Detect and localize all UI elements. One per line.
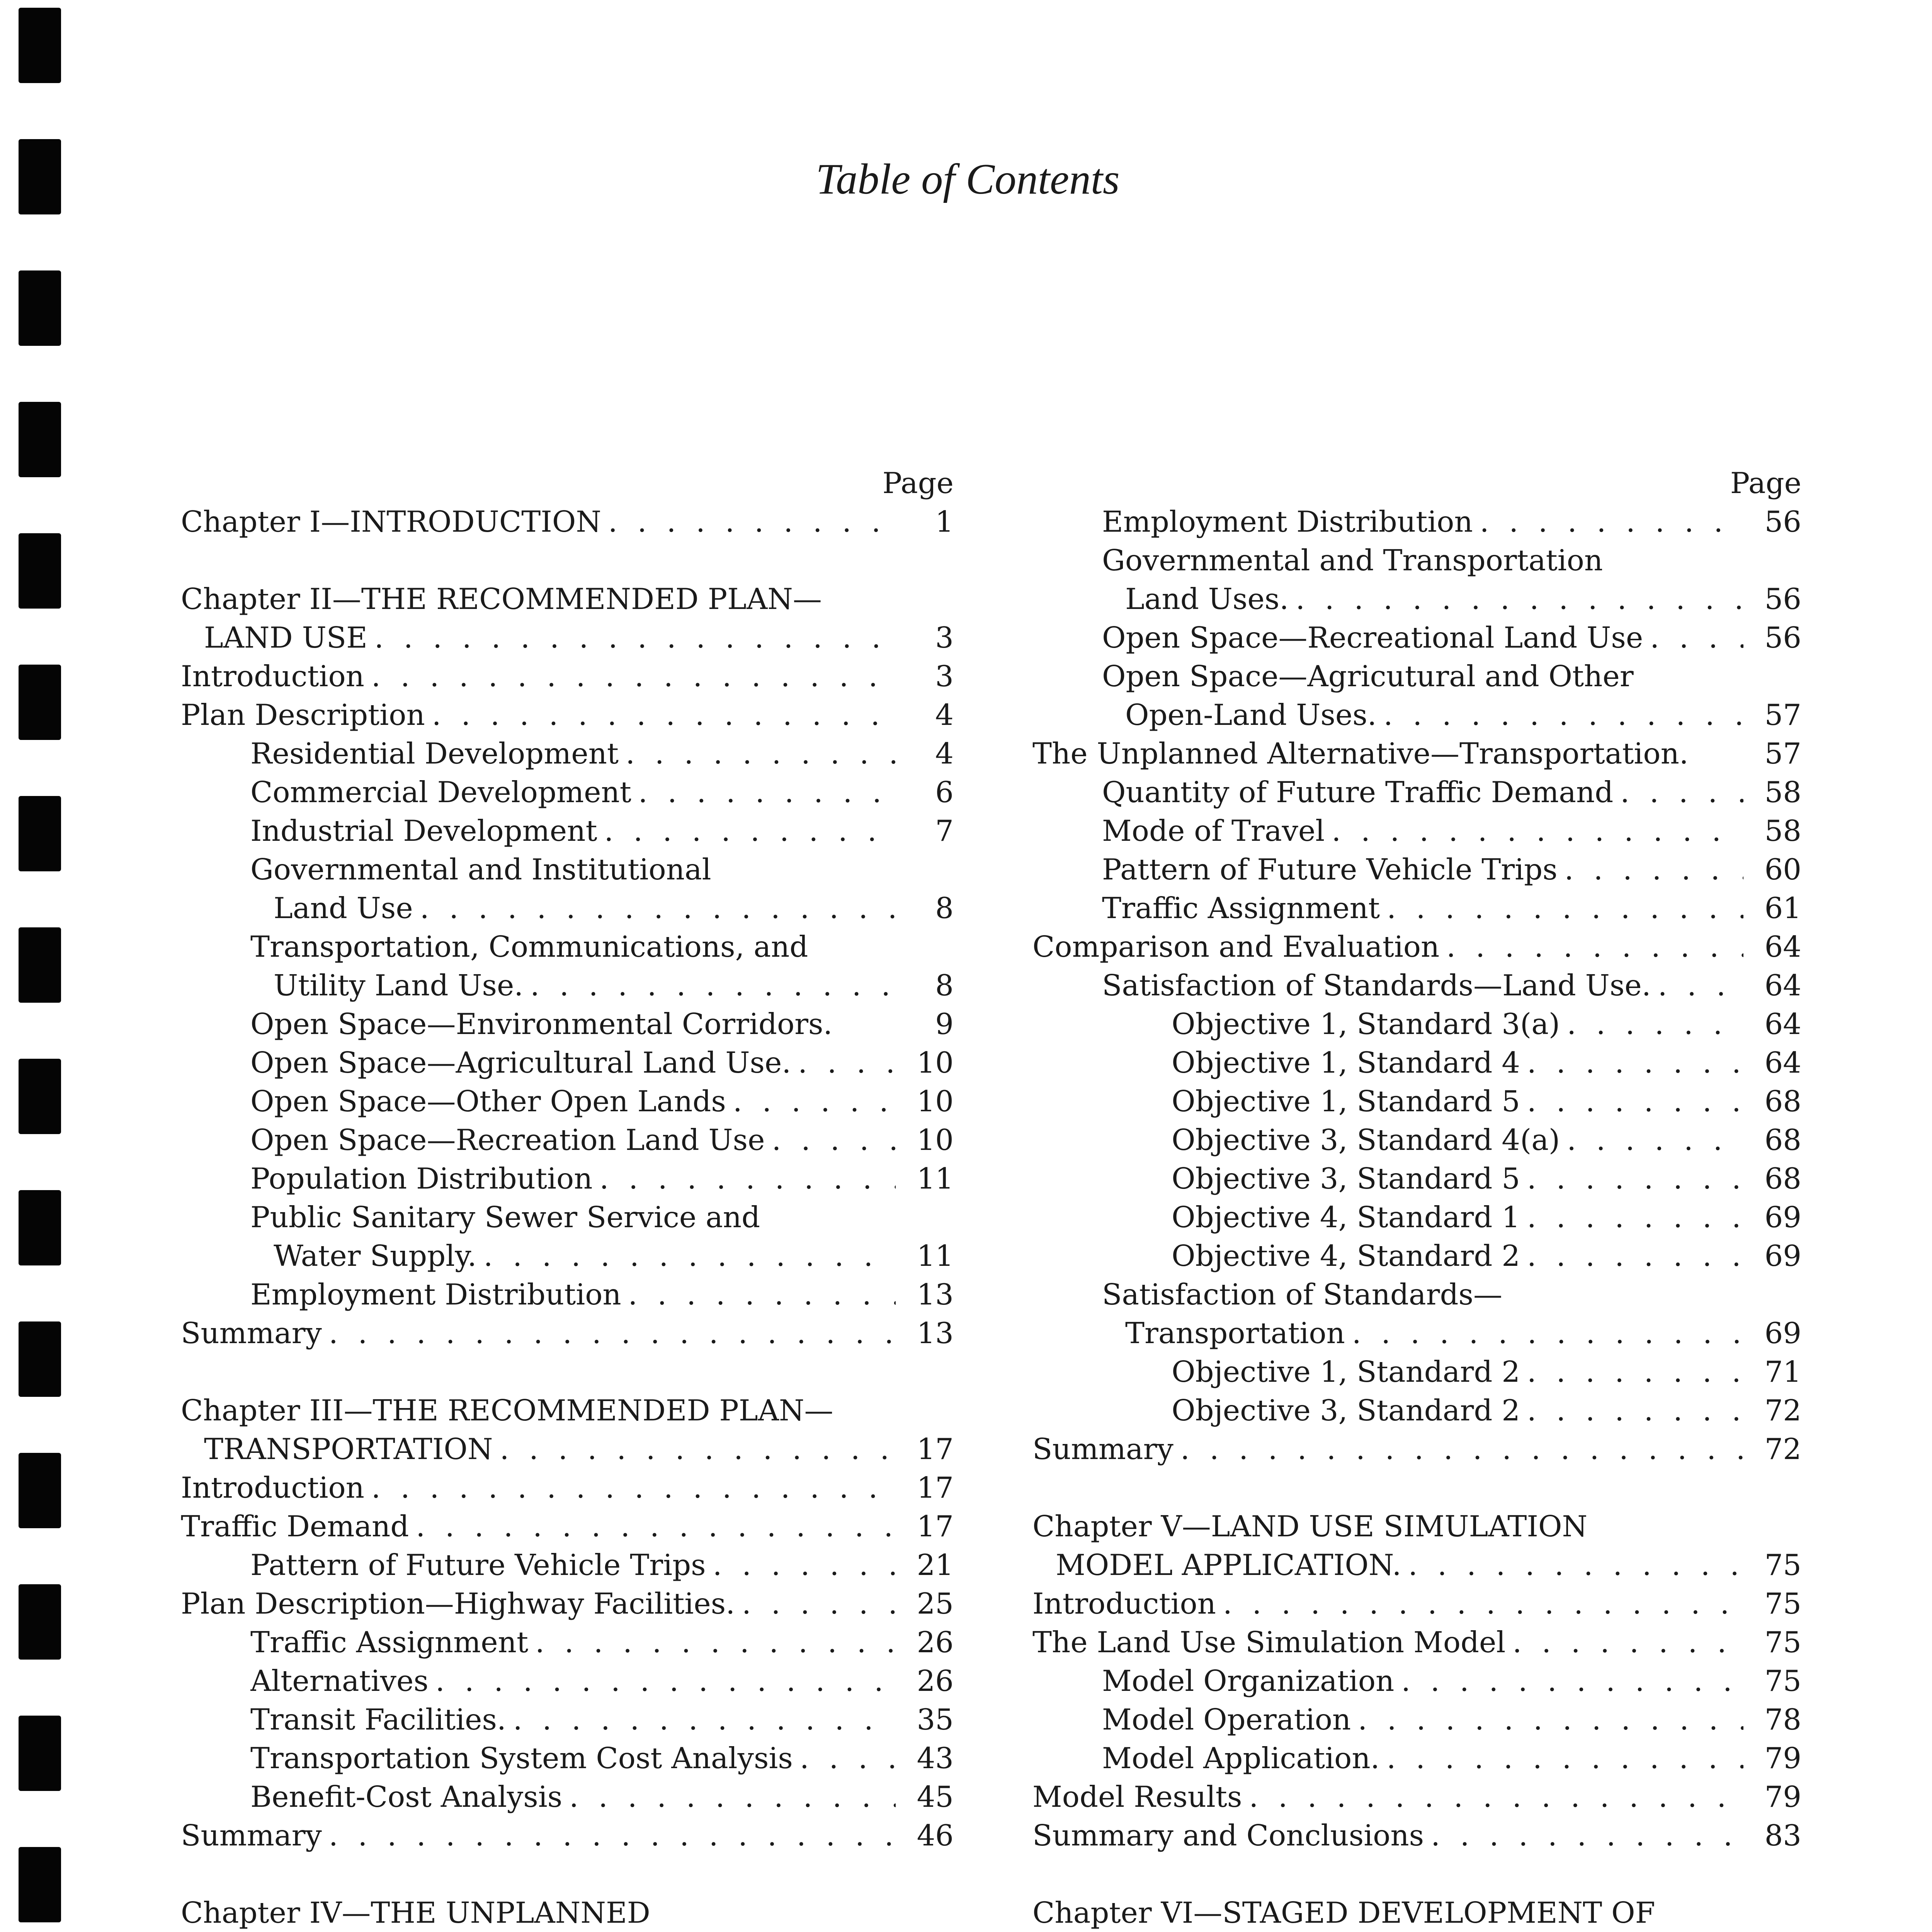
- dot-leader: [1394, 1662, 1743, 1700]
- binding-hole-mark: [19, 796, 61, 871]
- dot-leader: [1520, 1391, 1743, 1430]
- toc-entry-title: Transportation System Cost Analysis: [250, 1741, 793, 1775]
- dot-leader: [493, 1430, 896, 1468]
- dot-leader: [1520, 1082, 1743, 1121]
- section-gap: [1032, 1855, 1801, 1893]
- toc-entry[interactable]: [181, 1430, 954, 1468]
- toc-entry-page: 13: [917, 1277, 954, 1311]
- toc-entry[interactable]: [181, 1082, 954, 1121]
- toc-entry[interactable]: [181, 502, 954, 541]
- toc-entry-title: Chapter III—THE RECOMMENDED PLAN—: [181, 1393, 833, 1427]
- dot-leader: [1325, 811, 1743, 850]
- toc-entry-title: Pattern of Future Vehicle Trips: [1102, 852, 1558, 886]
- toc-entry-title: Transportation: [1125, 1316, 1345, 1350]
- dot-leader: [706, 1546, 896, 1584]
- toc-entry[interactable]: [181, 657, 954, 696]
- toc-entry-title: Transit Facilities.: [250, 1702, 506, 1736]
- toc-column-right: [1032, 464, 1801, 1932]
- dot-leader: [1345, 1314, 1743, 1352]
- toc-entry[interactable]: [1032, 1623, 1801, 1662]
- toc-entry-page: 56: [1764, 582, 1801, 616]
- dot-leader: [1643, 618, 1743, 657]
- dot-leader: [601, 502, 896, 541]
- toc-entry[interactable]: [1032, 1777, 1801, 1816]
- toc-entry[interactable]: [181, 1584, 954, 1623]
- toc-entry-title: Objective 1, Standard 5: [1172, 1084, 1520, 1118]
- dot-leader: [631, 773, 896, 811]
- toc-entry-title: Benefit-Cost Analysis: [250, 1780, 563, 1814]
- toc-entry[interactable]: [181, 1662, 954, 1700]
- toc-entry-page: 35: [917, 1702, 954, 1736]
- dot-leader: [1289, 580, 1743, 618]
- toc-entry[interactable]: [1032, 1546, 1801, 1584]
- toc-entry[interactable]: [1032, 1198, 1801, 1236]
- toc-entry-title: Public Sanitary Sewer Service and: [250, 1200, 760, 1234]
- toc-entry-page: 64: [1764, 968, 1801, 1002]
- toc-entry-title: Open Space—Agricultural Land Use.: [250, 1046, 791, 1080]
- toc-entry[interactable]: [181, 1623, 954, 1662]
- dot-leader: [1216, 1584, 1743, 1623]
- toc-entry-page: 57: [1764, 698, 1801, 732]
- toc-entry-page: 69: [1764, 1239, 1801, 1273]
- dot-leader: [429, 1662, 896, 1700]
- toc-entry-title: Alternatives: [250, 1664, 429, 1698]
- toc-entry-title: The Unplanned Alternative—Transportation.: [1032, 736, 1689, 770]
- dot-leader: [364, 657, 896, 696]
- toc-entry-page: 21: [917, 1548, 954, 1582]
- toc-entry[interactable]: [181, 773, 954, 811]
- toc-entry[interactable]: [1032, 1005, 1801, 1043]
- binding-hole-mark: [19, 1584, 61, 1660]
- toc-entry-title: Introduction: [181, 659, 364, 693]
- toc-entry-title: Open Space—Agricutural and Other: [1102, 659, 1634, 693]
- toc-entry[interactable]: [1032, 1159, 1801, 1198]
- dot-leader: [593, 1159, 896, 1198]
- toc-entry[interactable]: [181, 1005, 954, 1043]
- toc-entry-page: 43: [917, 1741, 954, 1775]
- toc-entry-page: 10: [917, 1046, 954, 1080]
- toc-entry[interactable]: [181, 1546, 954, 1584]
- dot-leader: [1651, 966, 1743, 1005]
- toc-entry-title: Chapter I—INTRODUCTION: [181, 505, 601, 539]
- toc-entry-title: Mode of Travel: [1102, 814, 1325, 848]
- toc-entry-page: 58: [1764, 814, 1801, 848]
- toc-entry[interactable]: [181, 966, 954, 1005]
- toc-entry-title: Objective 4, Standard 2: [1172, 1239, 1520, 1273]
- toc-entry-page: 26: [917, 1664, 954, 1698]
- toc-entry[interactable]: [181, 618, 954, 657]
- dot-leader: [1173, 1430, 1743, 1468]
- toc-entries-left: [181, 502, 954, 1932]
- dot-leader: [621, 1275, 896, 1314]
- toc-entry-page: 75: [1764, 1548, 1801, 1582]
- dot-leader: [1351, 1700, 1743, 1739]
- binding-hole-mark: [19, 665, 61, 740]
- dot-leader: [562, 1777, 896, 1816]
- toc-entry-title: Land Uses.: [1125, 582, 1289, 616]
- dot-leader: [1242, 1777, 1743, 1816]
- dot-leader: [726, 1082, 896, 1121]
- toc-entry[interactable]: [181, 1739, 954, 1777]
- dot-leader: [1560, 1005, 1743, 1043]
- toc-entry-page: 3: [935, 621, 954, 655]
- dot-leader: [1379, 1739, 1743, 1777]
- toc-entry[interactable]: [1032, 811, 1801, 850]
- section-gap: [1032, 1468, 1801, 1507]
- toc-entry-title: Chapter V—LAND USE SIMULATION: [1032, 1509, 1588, 1543]
- toc-entry-title: Model Operation: [1102, 1702, 1351, 1736]
- toc-entry-title: Summary: [181, 1316, 322, 1350]
- binding-hole-mark: [19, 1716, 61, 1791]
- toc-entry-title: Introduction: [1032, 1587, 1216, 1621]
- toc-entry-title: Model Organization: [1102, 1664, 1395, 1698]
- toc-entry-page: 11: [917, 1239, 954, 1273]
- toc-entry-title: Objective 4, Standard 1: [1172, 1200, 1520, 1234]
- toc-entry-page: 13: [917, 1316, 954, 1350]
- toc-entry-page: 83: [1764, 1818, 1801, 1852]
- toc-column-left: [181, 464, 954, 1932]
- toc-entry[interactable]: [181, 696, 954, 734]
- toc-entry-page: 69: [1764, 1316, 1801, 1350]
- toc-entry[interactable]: [181, 1275, 954, 1314]
- toc-entry-page: 78: [1764, 1702, 1801, 1736]
- toc-entry-title: Objective 1, Standard 3(a): [1172, 1007, 1560, 1041]
- toc-entry-page: 69: [1764, 1200, 1801, 1234]
- toc-entry-page: 79: [1764, 1741, 1801, 1775]
- toc-entries-right: [1032, 502, 1801, 1932]
- toc-entry-title: Open Space—Other Open Lands: [250, 1084, 726, 1118]
- toc-entry-title: Summary: [181, 1818, 322, 1852]
- toc-entry-title: Objective 3, Standard 2: [1172, 1393, 1520, 1427]
- toc-entry-page: 68: [1764, 1123, 1801, 1157]
- toc-entry-page: 6: [935, 775, 954, 809]
- section-gap: [181, 1352, 954, 1391]
- dot-leader: [506, 1700, 896, 1739]
- toc-entry-page: 4: [935, 698, 954, 732]
- page-column-header: Page: [1730, 466, 1801, 500]
- toc-entry-title: Commercial Development: [250, 775, 631, 809]
- toc-entry-page: 58: [1764, 775, 1801, 809]
- dot-leader: [1520, 1198, 1743, 1236]
- toc-entry-page: 79: [1764, 1780, 1801, 1814]
- toc-entry-title: Transportation, Communications, and: [250, 930, 808, 964]
- dot-leader: [597, 811, 896, 850]
- toc-entry[interactable]: [181, 1043, 954, 1082]
- toc-entry-page: 68: [1764, 1084, 1801, 1118]
- dot-leader: [793, 1739, 896, 1777]
- toc-entry[interactable]: [1032, 541, 1801, 580]
- dot-leader: [1560, 1121, 1743, 1159]
- toc-entry-title: Land Use: [274, 891, 413, 925]
- binding-hole-mark: [19, 1059, 61, 1134]
- toc-entry-title: Traffic Assignment: [1102, 891, 1380, 925]
- toc-entry-page: 72: [1764, 1393, 1801, 1427]
- toc-entry-title: Satisfaction of Standards—Land Use.: [1102, 968, 1651, 1002]
- dot-leader: [1520, 1159, 1743, 1198]
- toc-entry[interactable]: [1032, 1893, 1801, 1932]
- toc-entry-title: Plan Description—Highway Facilities.: [181, 1587, 735, 1621]
- toc-entry-page: 56: [1764, 621, 1801, 655]
- toc-entry[interactable]: [181, 1468, 954, 1507]
- section-gap: [181, 541, 954, 580]
- toc-entry-title: Population Distribution: [250, 1162, 593, 1196]
- toc-entry[interactable]: [1032, 696, 1801, 734]
- toc-entry-page: 72: [1764, 1432, 1801, 1466]
- toc-entry-title: Residential Development: [250, 736, 619, 770]
- toc-entry[interactable]: [181, 927, 954, 966]
- toc-entry[interactable]: [1032, 502, 1801, 541]
- dot-leader: [1424, 1816, 1743, 1855]
- binding-hole-mark: [19, 533, 61, 609]
- toc-entry[interactable]: [181, 1159, 954, 1198]
- toc-entry-page: 56: [1764, 505, 1801, 539]
- toc-entry-title: Open Space—Environmental Corridors.: [250, 1007, 833, 1041]
- toc-entry[interactable]: [1032, 1584, 1801, 1623]
- toc-entry-page: 64: [1764, 930, 1801, 964]
- binding-hole-mark: [19, 402, 61, 477]
- dot-leader: [1613, 773, 1743, 811]
- toc-entry-title: Governmental and Transportation: [1102, 543, 1603, 577]
- toc-entry-page: 46: [917, 1818, 954, 1852]
- toc-entry[interactable]: [181, 1507, 954, 1546]
- dot-leader: [1380, 889, 1743, 927]
- toc-entry-page: 57: [1764, 736, 1801, 770]
- toc-entry-title: Chapter II—THE RECOMMENDED PLAN—: [181, 582, 822, 616]
- toc-entry-title: Summary and Conclusions: [1032, 1818, 1424, 1852]
- toc-entry[interactable]: [1032, 1082, 1801, 1121]
- toc-entry-title: Employment Distribution: [250, 1277, 621, 1311]
- binding-hole-mark: [19, 1847, 61, 1922]
- toc-entry-page: 17: [917, 1509, 954, 1543]
- dot-leader: [1520, 1352, 1743, 1391]
- toc-entry-page: 10: [917, 1123, 954, 1157]
- dot-leader: [735, 1584, 896, 1623]
- toc-entry-title: Traffic Demand: [181, 1509, 409, 1543]
- toc-entry[interactable]: [181, 1893, 954, 1932]
- toc-entry-title: MODEL APPLICATION.: [1056, 1548, 1401, 1582]
- dot-leader: [619, 734, 896, 773]
- toc-entry-page: 61: [1764, 891, 1801, 925]
- toc-entry-title: Open Space—Recreational Land Use: [1102, 621, 1643, 655]
- binding-hole-mark: [19, 927, 61, 1003]
- binding-hole-mark: [19, 8, 61, 83]
- binding-hole-mark: [19, 1190, 61, 1265]
- toc-entry[interactable]: [181, 1700, 954, 1739]
- dot-leader: [791, 1043, 896, 1082]
- toc-entry[interactable]: [1032, 1507, 1801, 1546]
- toc-entry-title: Objective 1, Standard 4: [1172, 1046, 1520, 1080]
- toc-entry[interactable]: [1032, 1352, 1801, 1391]
- toc-entry[interactable]: [181, 1236, 954, 1275]
- toc-entry-title: Summary: [1032, 1432, 1173, 1466]
- toc-entry-title: Chapter IV—THE UNPLANNED: [181, 1896, 650, 1930]
- toc-entry[interactable]: [181, 1121, 954, 1159]
- toc-entry-title: Traffic Assignment: [250, 1625, 529, 1659]
- toc-entry[interactable]: [181, 580, 954, 618]
- toc-entry-page: 8: [935, 891, 954, 925]
- toc-entry[interactable]: [181, 1816, 954, 1855]
- toc-entry-title: Satisfaction of Standards—: [1102, 1277, 1502, 1311]
- toc-entry[interactable]: [1032, 850, 1801, 889]
- toc-entry-title: Objective 3, Standard 5: [1172, 1162, 1520, 1196]
- toc-entry[interactable]: [1032, 1700, 1801, 1739]
- toc-entry[interactable]: [181, 1314, 954, 1352]
- toc-entry-title: Model Results: [1032, 1780, 1242, 1814]
- dot-leader: [528, 1623, 896, 1662]
- toc-entry[interactable]: [181, 1198, 954, 1236]
- dot-leader: [409, 1507, 896, 1546]
- toc-entry-title: Pattern of Future Vehicle Trips: [250, 1548, 706, 1582]
- dot-leader: [1558, 850, 1743, 889]
- toc-entry[interactable]: [181, 889, 954, 927]
- toc-entry[interactable]: [1032, 618, 1801, 657]
- toc-entry-page: 10: [917, 1084, 954, 1118]
- dot-leader: [1473, 502, 1743, 541]
- toc-entry[interactable]: [1032, 1739, 1801, 1777]
- toc-entry[interactable]: [181, 734, 954, 773]
- dot-leader: [1377, 696, 1743, 734]
- dot-leader: [523, 966, 896, 1005]
- toc-entry[interactable]: [1032, 1275, 1801, 1314]
- toc-entry-title: The Land Use Simulation Model: [1032, 1625, 1506, 1659]
- toc-entry-page: 3: [935, 659, 954, 693]
- binding-hole-mark: [19, 270, 61, 346]
- binding-hole-mark: [19, 1321, 61, 1397]
- dot-leader: [425, 696, 896, 734]
- toc-entry-page: 75: [1764, 1664, 1801, 1698]
- toc-entry-title: Plan Description: [181, 698, 425, 732]
- dot-leader: [367, 618, 896, 657]
- toc-entry[interactable]: [1032, 1236, 1801, 1275]
- dot-leader: [322, 1816, 896, 1855]
- toc-entry[interactable]: [1032, 966, 1801, 1005]
- toc-entry[interactable]: [1032, 1391, 1801, 1430]
- toc-entry[interactable]: [1032, 1816, 1801, 1855]
- binding-hole-mark: [19, 1453, 61, 1528]
- toc-entry-page: 8: [935, 968, 954, 1002]
- toc-entry[interactable]: [1032, 1121, 1801, 1159]
- toc-entry[interactable]: [1032, 773, 1801, 811]
- dot-leader: [1439, 927, 1743, 966]
- toc-entry-page: 1: [935, 505, 954, 539]
- toc-entry-page: 75: [1764, 1625, 1801, 1659]
- toc-entry-title: Open Space—Recreation Land Use: [250, 1123, 765, 1157]
- toc-entry[interactable]: [181, 850, 954, 889]
- toc-entry[interactable]: [181, 1391, 954, 1430]
- toc-entry-title: Industrial Development: [250, 814, 597, 848]
- toc-entry[interactable]: [1032, 1430, 1801, 1468]
- page-title: Table of Contents: [816, 155, 1120, 203]
- toc-entry-title: Comparison and Evaluation: [1032, 930, 1440, 964]
- toc-entry-page: 60: [1764, 852, 1801, 886]
- toc-entry-page: 17: [917, 1471, 954, 1505]
- toc-entry[interactable]: [1032, 1043, 1801, 1082]
- toc-entry[interactable]: [1032, 1662, 1801, 1700]
- binding-holes: [19, 0, 61, 1932]
- toc-entry-title: Utility Land Use.: [274, 968, 524, 1002]
- section-gap: [181, 1855, 954, 1893]
- toc-entry-title: Employment Distribution: [1102, 505, 1473, 539]
- toc-entry-page: 9: [935, 1007, 954, 1041]
- toc-entry-title: TRANSPORTATION: [204, 1432, 493, 1466]
- toc-entry[interactable]: [1032, 657, 1801, 696]
- toc-entry-page: 11: [917, 1162, 954, 1196]
- toc-entry-page: 26: [917, 1625, 954, 1659]
- dot-leader: [476, 1236, 896, 1275]
- dot-leader: [765, 1121, 896, 1159]
- toc-entry-page: 75: [1764, 1587, 1801, 1621]
- toc-entry[interactable]: [1032, 889, 1801, 927]
- toc-entry-title: Objective 1, Standard 2: [1172, 1355, 1520, 1389]
- dot-leader: [1505, 1623, 1743, 1662]
- dot-leader: [1520, 1236, 1743, 1275]
- toc-entry[interactable]: [1032, 580, 1801, 618]
- toc-entry-title: Open-Land Uses.: [1125, 698, 1377, 732]
- toc-entry[interactable]: [181, 811, 954, 850]
- toc-entry-title: Introduction: [181, 1471, 364, 1505]
- dot-leader: [413, 889, 896, 927]
- toc-entry-page: 68: [1764, 1162, 1801, 1196]
- toc-entry-page: 17: [917, 1432, 954, 1466]
- toc-entry[interactable]: [1032, 734, 1801, 773]
- toc-entry-title: Water Supply.: [274, 1239, 477, 1273]
- dot-leader: [1520, 1043, 1743, 1082]
- toc-entry-title: Quantity of Future Traffic Demand: [1102, 775, 1614, 809]
- dot-leader: [322, 1314, 896, 1352]
- toc-entry-title: Objective 3, Standard 4(a): [1172, 1123, 1560, 1157]
- toc-entry-page: 7: [935, 814, 954, 848]
- toc-entry[interactable]: [181, 1777, 954, 1816]
- toc-entry-page: 25: [917, 1587, 954, 1621]
- toc-entry-title: Model Application.: [1102, 1741, 1380, 1775]
- toc-entry-page: 64: [1764, 1007, 1801, 1041]
- toc-entry-page: 71: [1764, 1355, 1801, 1389]
- toc-entry-title: Governmental and Institutional: [250, 852, 711, 886]
- toc-entry-page: 45: [917, 1780, 954, 1814]
- toc-entry[interactable]: [1032, 927, 1801, 966]
- toc-entry[interactable]: [1032, 1314, 1801, 1352]
- toc-entry-title: LAND USE: [204, 621, 367, 655]
- toc-entry-title: Chapter VI—STAGED DEVELOPMENT OF: [1032, 1896, 1655, 1930]
- dot-leader: [1401, 1546, 1743, 1584]
- dot-leader: [364, 1468, 896, 1507]
- page-column-header: Page: [882, 466, 954, 500]
- toc-entry-page: 64: [1764, 1046, 1801, 1080]
- toc-entry-page: 4: [935, 736, 954, 770]
